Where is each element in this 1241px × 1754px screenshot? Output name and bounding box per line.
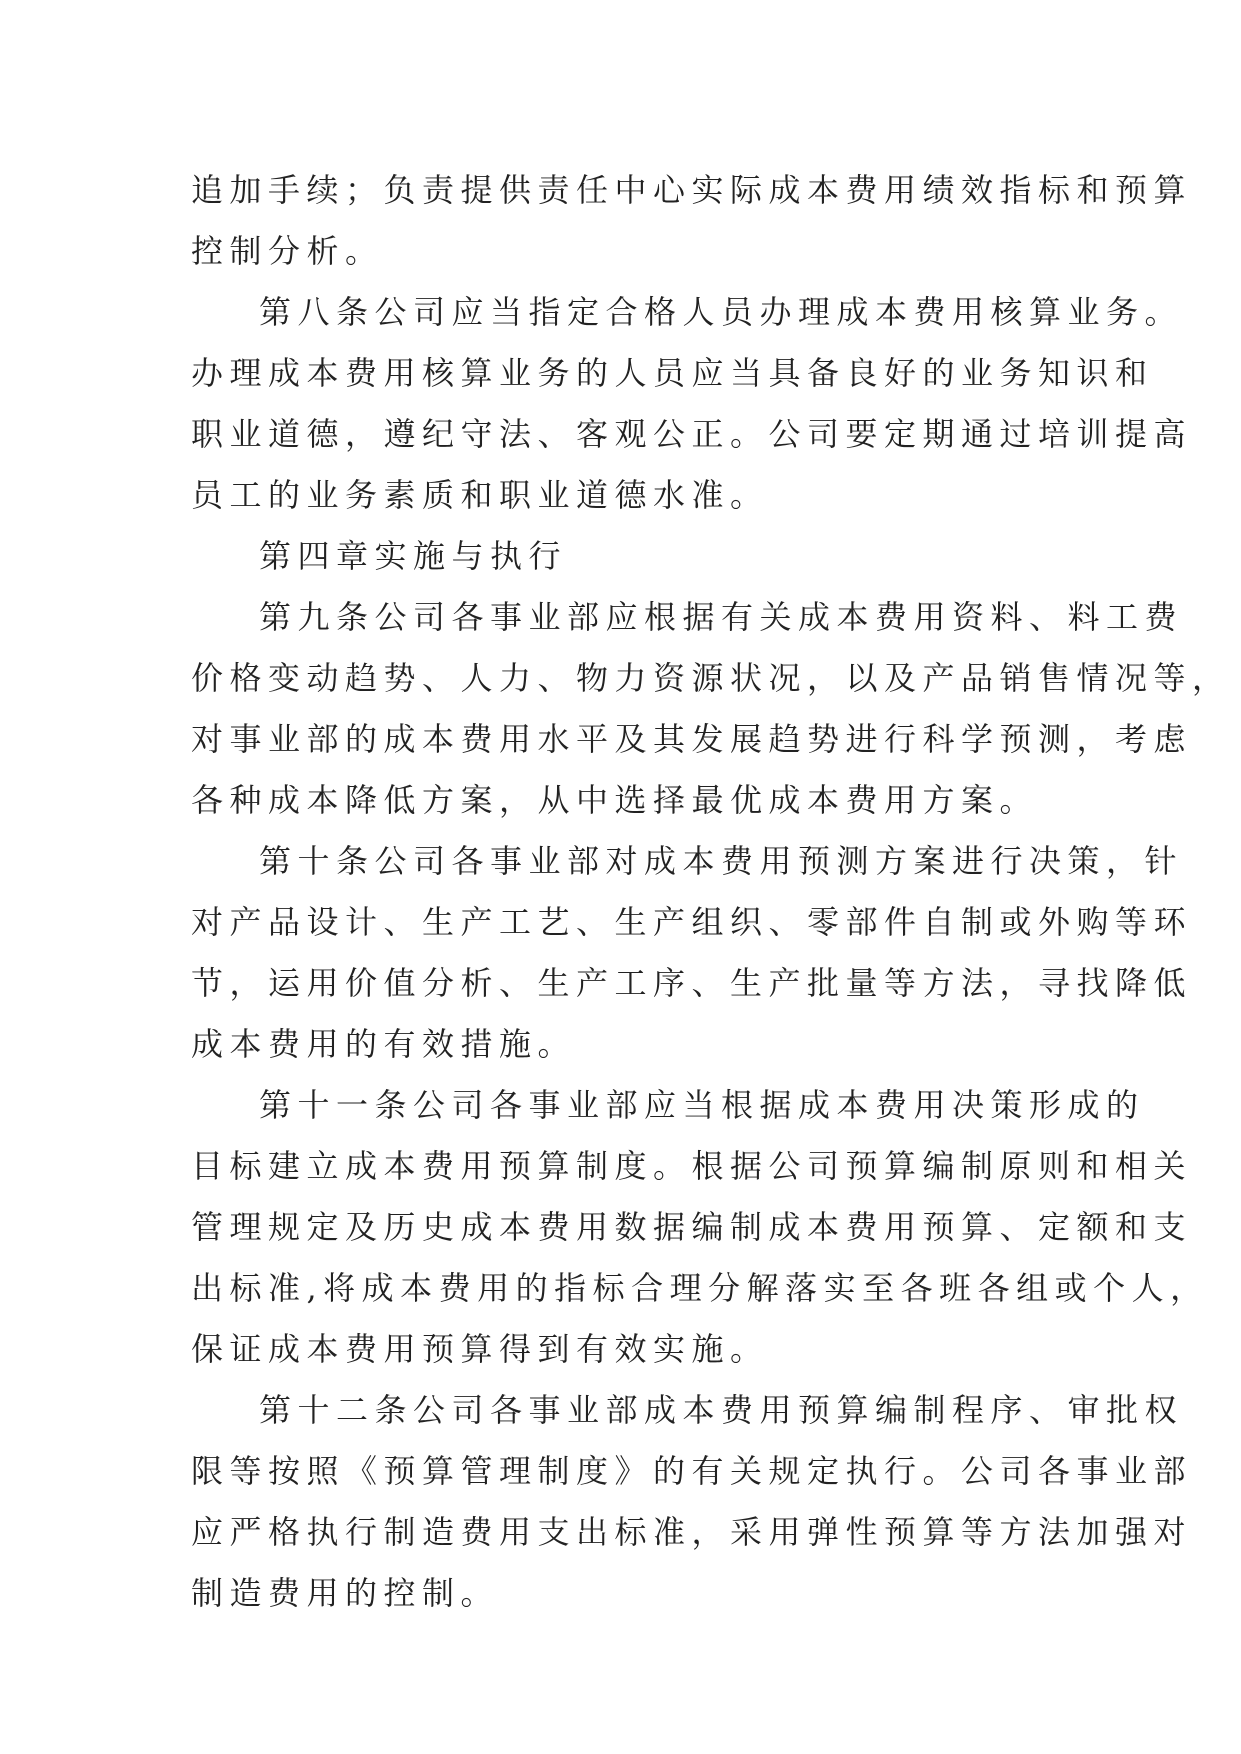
text-line: 节，运用价值分析、生产工序、生产批量等方法，寻找降低 [191,964,1193,1002]
text-line: 保证成本费用预算得到有效实施。 [191,1330,769,1368]
text-line: 对产品设计、生产工艺、生产组织、零部件自制或外购等环 [191,903,1193,941]
article-12-first-line: 第十二条公司各事业部成本费用预算编制程序、审批权 [259,1391,1184,1429]
text-line: 限等按照《预算管理制度》的有关规定执行。公司各事业部 [191,1452,1193,1490]
text-line: 成本费用的有效措施。 [191,1025,577,1063]
text-line: 追加手续；负责提供责任中心实际成本费用绩效指标和预算 [191,171,1193,209]
text-line: 对事业部的成本费用水平及其发展趋势进行科学预测，考虑 [191,720,1193,758]
text-line: 价格变动趋势、人力、物力资源状况，以及产品销售情况等， [191,659,1231,697]
text-line: 制造费用的控制。 [191,1574,500,1612]
article-10-first-line: 第十条公司各事业部对成本费用预测方案进行决策，针 [259,842,1184,880]
chapter-4-heading: 第四章实施与执行 [259,537,568,575]
article-9-first-line: 第九条公司各事业部应根据有关成本费用资料、料工费 [259,598,1184,636]
article-11-first-line: 第十一条公司各事业部应当根据成本费用决策形成的 [259,1086,1145,1124]
text-line: 员工的业务素质和职业道德水准。 [191,476,769,514]
article-8-first-line: 第八条公司应当指定合格人员办理成本费用核算业务。 [259,293,1184,331]
text-line: 出标准,将成本费用的指标合理分解落实至各班各组或个人， [191,1269,1209,1307]
text-line: 职业道德，遵纪守法、客观公正。公司要定期通过培训提高 [191,415,1193,453]
text-line: 应严格执行制造费用支出标准，采用弹性预算等方法加强对 [191,1513,1193,1551]
text-line: 目标建立成本费用预算制度。根据公司预算编制原则和相关 [191,1147,1193,1185]
document-page [191,160,1231,1624]
text-line: 控制分析。 [191,232,384,270]
text-line: 各种成本降低方案，从中选择最优成本费用方案。 [191,781,1039,819]
text-line: 管理规定及历史成本费用数据编制成本费用预算、定额和支 [191,1208,1193,1246]
text-line: 办理成本费用核算业务的人员应当具备良好的业务知识和 [191,354,1154,392]
